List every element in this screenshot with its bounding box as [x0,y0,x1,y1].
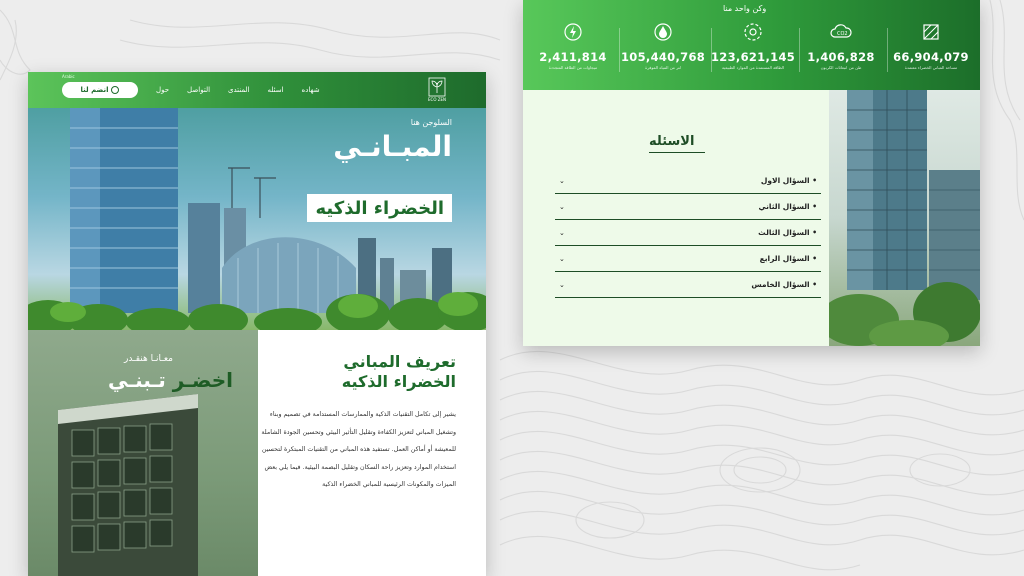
stat-area-value: 66,904,079 [893,50,969,64]
stat-carbon-label: طن من انبعاثات الكربون [820,65,862,70]
area-grid-icon [889,20,973,44]
hero-title-line2: الخضراء الذكيه [307,194,452,222]
faq-item[interactable] [555,194,821,220]
landing-page-mockup [28,72,486,576]
nav-link-certificate[interactable]: شهاده [301,86,320,94]
stat-water-value: 105,440,768 [621,50,706,64]
top-navbar [28,72,486,108]
faq-title-underline [649,152,705,153]
chevron-down-icon: ⌄ [559,254,565,263]
banner-big-text [108,368,233,392]
faq-item[interactable] [555,220,821,246]
about-heading [342,352,456,392]
energy-icon [531,20,615,44]
hero-section [28,108,486,330]
stats-join-text: وكن واحد منا [723,4,767,13]
co2-cloud-icon [799,20,883,44]
side-banner [28,330,258,576]
stat-resources-value: 123,621,145 [711,50,796,64]
stat-energy [531,20,615,70]
eco-zen-logo[interactable] [422,77,452,105]
chevron-down-icon: ⌄ [559,228,565,237]
about-body: يشير إلى تكامل التقنيات الذكية والممارسات المستدامة في تصميم وبناء وتشغيل المباني لتعزيز الكفاءة وتقليل التأثير البيئي وتحسين الجودة الشاملة للمعيشة أو أماكن العمل. تستفيد هذه المباني من التقنيات المبتكرة لتحسين استخدام الموارد وتعزيز راحة السكان وتقليل البصمة البيئية. فيما يلي بعض الميزات والمكونات الرئيسية للمباني الخضراء الذكية [261,411,456,488]
faq-question: • السؤال الرابع [759,254,817,263]
faq-item[interactable] [555,168,821,194]
stats-band [523,0,980,90]
faq-page-mockup [523,0,980,346]
water-drop-icon [621,20,705,44]
stat-carbon-value: 1,406,828 [807,50,875,64]
stat-resources [711,20,795,70]
hero-title-line1: المبـانـي [333,130,452,163]
stat-divider [619,28,620,72]
faq-item[interactable] [555,246,821,272]
leaf-building-icon [428,77,446,97]
nav-link-about[interactable]: حول [156,86,170,94]
banner-prefix-word: تـبنـي [108,368,166,392]
nav-links [156,86,320,94]
logo-text: ECO ZEN [428,97,446,102]
faq-question: • السؤال الاول [760,176,817,185]
faq-item[interactable] [555,272,821,298]
faq-title: الاسئله [649,134,695,149]
chevron-down-icon: ⌄ [559,280,565,289]
glass-building-image [28,330,258,576]
tower-image [829,90,980,346]
join-us-button[interactable] [62,82,138,98]
chevron-down-icon: ⌄ [559,202,565,211]
stat-energy-label: ميجاوات من الطاقة المتجددة [548,65,598,70]
glass-tower-image [829,90,980,346]
nav-tiny-label: Arabic [62,74,75,79]
user-icon [111,86,119,94]
faq-question: • السؤال الثاني [758,202,817,211]
join-us-label: انضم لنا [80,86,109,94]
stat-area-label: مساحة المباني الخضراء معتمدة [904,65,958,70]
nav-link-questions[interactable]: اسئله [267,86,284,94]
chevron-down-icon: ⌄ [559,176,565,185]
stat-carbon [799,20,883,70]
faq-question: • السؤال الخامس [751,280,817,289]
stat-energy-value: 2,411,814 [539,50,607,64]
hero-slogan: السلوجن هنا [410,118,452,127]
svg-text:CO2: CO2 [837,31,848,37]
faq-section [523,90,829,346]
banner-green-word: اخضـر [172,368,233,392]
stat-water [621,20,705,70]
stat-resources-label: الطاقة المستمدة من الموارد الطبيعية [722,65,784,70]
recycle-icon [711,20,795,44]
faq-question: • السؤال الثالث [758,228,817,237]
nav-link-forum[interactable]: المنتدى [228,86,250,94]
stat-divider [887,28,888,72]
nav-link-contact[interactable]: التواصل [187,86,211,94]
about-heading-line1: تعريف المباني [343,352,456,371]
stat-water-label: لتر من المياه الموفرة [645,65,681,70]
about-section [258,330,486,576]
about-heading-line2: الخضراء الذكيه [341,372,456,391]
banner-small-text: معـانـا هنقـدر [124,354,174,364]
stat-area [889,20,973,70]
